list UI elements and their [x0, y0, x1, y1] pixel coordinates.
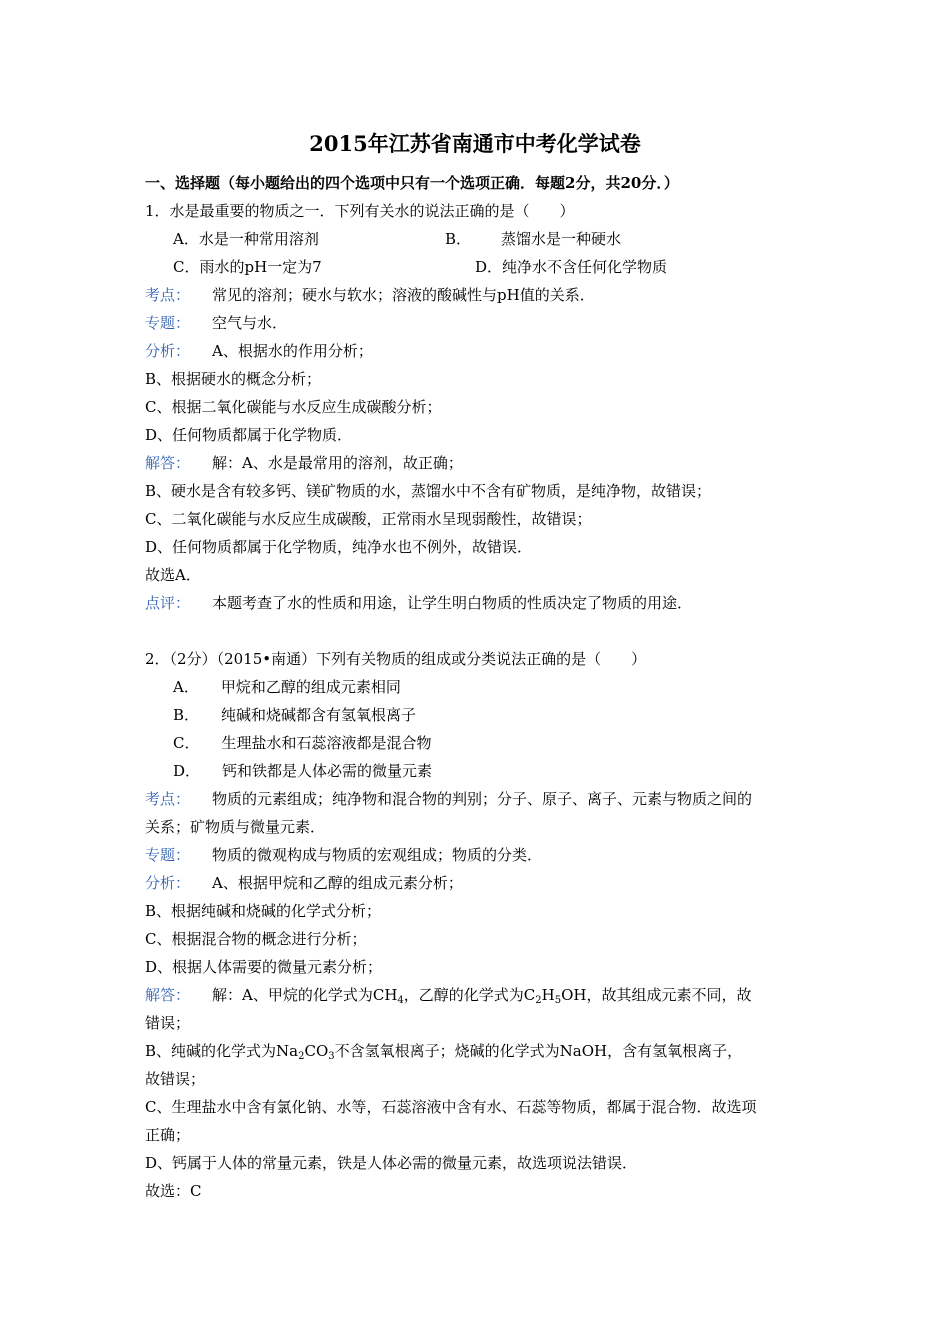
- label-jieda-2: 解答：: [145, 986, 191, 1004]
- label-zhuanti-2: 专题：: [145, 846, 191, 864]
- q1-jieda-2: B、硬水是含有较多钙、镁矿物质的水，蒸馏水中不含有矿物质，是纯净物，故错误；: [145, 482, 712, 500]
- q2-option-a-text: 甲烷和乙醇的组成元素相同: [220, 678, 401, 696]
- q1-jieda-1: 解：A、水是最常用的溶剂，故正确；: [212, 454, 463, 472]
- label-kaodian: 考点：: [145, 286, 191, 304]
- q1-jieda-4: D、任何物质都属于化学物质，纯净水也不例外，故错误．: [145, 538, 533, 556]
- q2-fenxi-4: D、根据人体需要的微量元素分析；: [145, 958, 383, 976]
- label-kaodian-2: 考点：: [145, 790, 191, 808]
- section-heading: 一、选择题（每小题给出的四个选项中只有一个选项正确．每题2分，共20分．）: [145, 174, 679, 192]
- q1-zhuanti: [145, 313, 287, 333]
- q2-option-c-letter: C．: [173, 734, 200, 752]
- q1-fenxi-4: D、任何物质都属于化学物质．: [145, 426, 353, 444]
- q1-jieda: [145, 453, 463, 473]
- q2-option-d-letter: D．: [173, 762, 201, 780]
- q2-jieda: [145, 985, 752, 1005]
- q1-option-b-text: 蒸馏水是一种硬水: [501, 230, 622, 248]
- q2-option-d-text: 钙和铁都是人体必需的微量元素: [222, 762, 433, 780]
- q2-jieda-sub3: 5: [554, 995, 562, 1006]
- q1-fenxi: [145, 341, 373, 361]
- q2-fenxi: [145, 873, 463, 893]
- q2-jieda-1b: ，乙醇的化学式为C: [403, 986, 536, 1004]
- page-title: 2015年江苏省南通市中考化学试卷: [309, 131, 641, 156]
- q1-answer: 故选A．: [145, 566, 201, 584]
- label-zhuanti: 专题：: [145, 314, 191, 332]
- q2-jieda-1d: OH，故其组成元素不同，故: [561, 986, 752, 1004]
- q2-stem: 2．（2分）（2015•南通）下列有关物质的组成或分类说法正确的是（ ）: [145, 650, 647, 668]
- label-fenxi-2: 分析：: [145, 874, 191, 892]
- q2-fenxi-3: C、根据混合物的概念进行分析；: [145, 930, 367, 948]
- q1-fenxi-2: B、根据硬水的概念分析；: [145, 370, 322, 388]
- q1-option-b-letter: B．: [445, 230, 472, 248]
- q2-jieda-2: [145, 1041, 742, 1061]
- q2-kaodian-text: 物质的元素组成；纯净物和混合物的判别；分子、原子、离子、元素与物质之间的: [212, 790, 753, 808]
- label-dianping: 点评：: [145, 594, 191, 612]
- q2-fenxi-1: A、根据甲烷和乙醇的组成元素分析；: [212, 874, 463, 892]
- q1-stem: 1．水是最重要的物质之一．下列有关水的说法正确的是（ ）: [145, 202, 575, 220]
- q2-jieda-2-cont: 故错误；: [145, 1070, 206, 1088]
- label-fenxi: 分析：: [145, 342, 191, 360]
- q2-option-c-text: 生理盐水和石蕊溶液都是混合物: [221, 734, 432, 752]
- q2-option-d: [173, 761, 432, 781]
- q2-zhuanti: [145, 845, 542, 865]
- q2-zhuanti-text: 物质的微观构成与物质的宏观组成；物质的分类．: [212, 846, 543, 864]
- q1-fenxi-1: A、根据水的作用分析；: [212, 342, 373, 360]
- q1-option-c: C．雨水的pH一定为7: [173, 258, 322, 276]
- q2-jieda-2a: B、纯碱的化学式为Na: [145, 1042, 299, 1060]
- q2-option-a-letter: A．: [173, 678, 199, 696]
- q2-option-b: [173, 705, 416, 725]
- q2-jieda-3-cont: 正确；: [145, 1126, 191, 1144]
- q2-option-a: [173, 677, 401, 697]
- q1-kaodian-text: 常见的溶剂；硬水与软水；溶液的酸碱性与pH值的关系．: [212, 286, 595, 304]
- q2-jieda-2c: 不含氢氧根离子；烧碱的化学式为NaOH，含有氢氧根离子，: [334, 1042, 743, 1060]
- q2-jieda-sub2: 2: [535, 995, 542, 1006]
- q2-jieda-2-sub1: 2: [298, 1051, 305, 1062]
- q1-dianping-text: 本题考查了水的性质和用途，让学生明白物质的性质决定了物质的用途．: [212, 594, 693, 612]
- q2-option-b-letter: B．: [173, 706, 200, 724]
- q1-option-b: [445, 229, 621, 249]
- q2-jieda-1a: 解：A、甲烷的化学式为CH: [212, 986, 398, 1004]
- q1-kaodian: [145, 285, 595, 305]
- q2-jieda-1c: H: [541, 986, 555, 1004]
- q2-jieda-2-sub2: 3: [328, 1051, 335, 1062]
- q2-fenxi-2: B、根据纯碱和烧碱的化学式分析；: [145, 902, 382, 920]
- q2-kaodian: [145, 789, 752, 809]
- q2-jieda-1-cont: 错误；: [145, 1014, 191, 1032]
- label-jieda: 解答：: [145, 454, 191, 472]
- q1-option-d: D．纯净水不含任何化学物质: [475, 258, 668, 276]
- q2-jieda-4: D、钙属于人体的常量元素，铁是人体必需的微量元素，故选项说法错误．: [145, 1154, 638, 1172]
- q2-kaodian-cont: 关系；矿物质与微量元素．: [145, 818, 326, 836]
- q2-jieda-sub1: 4: [397, 995, 404, 1006]
- q2-option-b-text: 纯碱和烧碱都含有氢氧根离子: [221, 706, 417, 724]
- q1-option-a: A．水是一种常用溶剂: [173, 230, 319, 248]
- q1-jieda-3: C、二氧化碳能与水反应生成碳酸，正常雨水呈现弱酸性，故错误；: [145, 510, 592, 528]
- q2-jieda-3: C、生理盐水中含有氯化钠、水等，石蕊溶液中含有水、石蕊等物质，都属于混合物．故选项: [145, 1098, 757, 1116]
- q1-dianping: [145, 593, 692, 613]
- q2-option-c: [173, 733, 432, 753]
- q1-zhuanti-text: 空气与水．: [212, 314, 288, 332]
- q2-answer: 故选：C: [145, 1182, 202, 1200]
- q1-fenxi-3: C、根据二氧化碳能与水反应生成碳酸分析；: [145, 398, 442, 416]
- q2-jieda-2b: CO: [304, 1042, 329, 1060]
